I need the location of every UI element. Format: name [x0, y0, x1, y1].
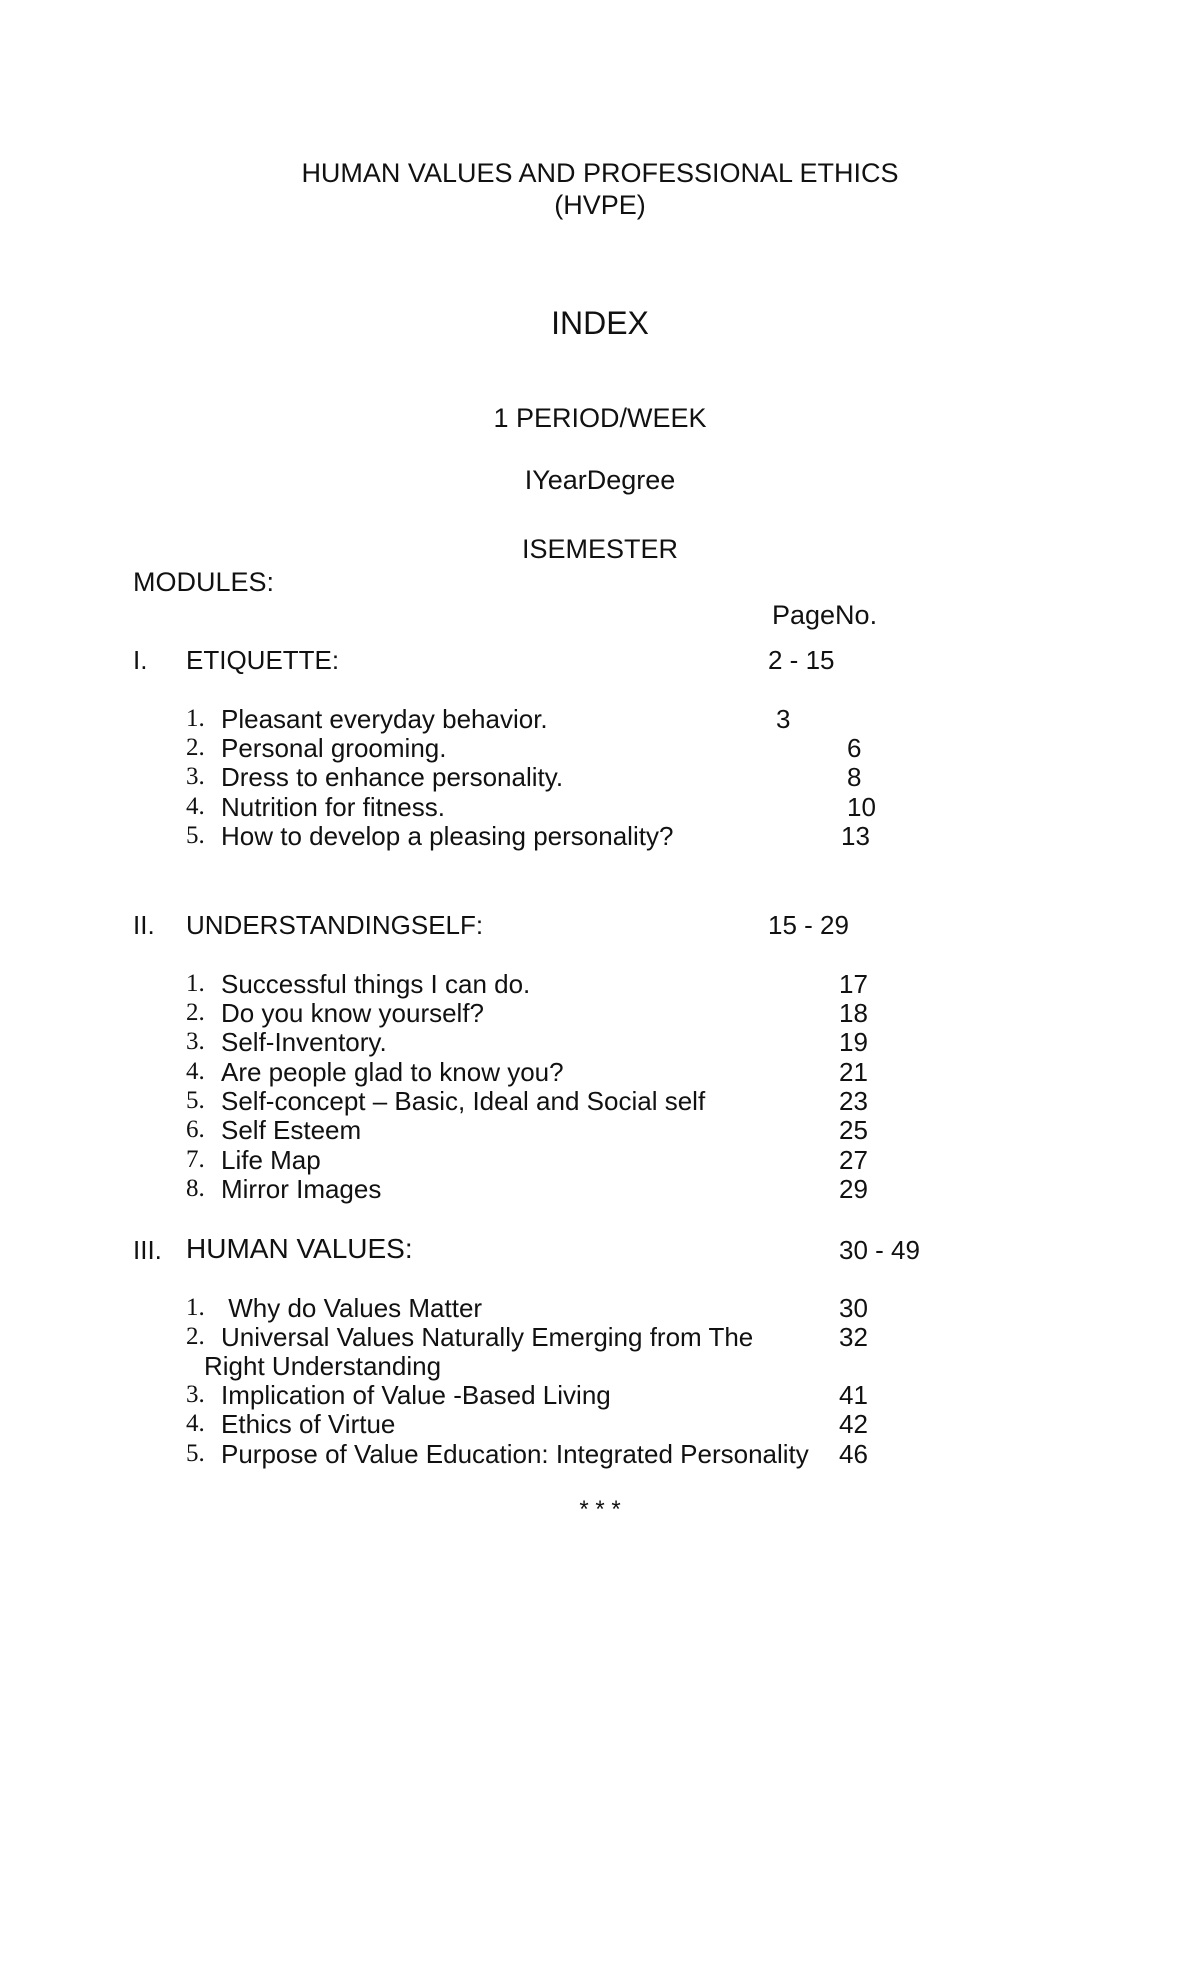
item-text: Personal grooming. — [221, 733, 447, 763]
item-number: 5. — [186, 822, 205, 849]
item-page: 30 — [839, 1293, 868, 1323]
item-number: 7. — [186, 1146, 205, 1173]
item-page: 6 — [847, 733, 862, 763]
item-number: 4. — [186, 793, 205, 820]
section-pages: 30 - 49 — [839, 1235, 920, 1265]
item-text: Purpose of Value Education: Integrated Personality — [221, 1439, 809, 1469]
item-text: How to develop a pleasing personality? — [221, 821, 674, 851]
end-mark: * * * — [579, 1496, 621, 1523]
item-number: 3. — [186, 1028, 205, 1055]
item-number: 1. — [186, 1294, 205, 1321]
section-title: HUMAN VALUES: — [186, 1233, 413, 1264]
item-page: 19 — [839, 1027, 868, 1057]
item-page: 42 — [839, 1409, 868, 1439]
item-number: 5. — [186, 1087, 205, 1114]
item-text: Do you know yourself? — [221, 998, 485, 1028]
section-title: ETIQUETTE: — [186, 645, 340, 675]
item-page: 27 — [839, 1145, 868, 1175]
item-number: 2. — [186, 734, 205, 761]
item-page: 17 — [839, 969, 868, 999]
item-text: Nutrition for fitness. — [221, 792, 445, 822]
item-text: Successful things I can do. — [221, 969, 531, 999]
item-page: 18 — [839, 998, 868, 1028]
item-page: 41 — [839, 1380, 868, 1410]
item-text: Are people glad to know you? — [221, 1057, 564, 1087]
section-pages: 15 - 29 — [768, 910, 849, 940]
item-number: 6. — [186, 1116, 205, 1143]
section-numeral: II. — [133, 910, 155, 940]
item-text: Universal Values Naturally Emerging from The — [221, 1322, 754, 1352]
item-page: 21 — [839, 1057, 868, 1087]
document-title: HUMAN VALUES AND PROFESSIONAL ETHICS — [301, 158, 899, 188]
item-number: 2. — [186, 999, 205, 1026]
section-title: UNDERSTANDINGSELF: — [186, 910, 484, 940]
item-number: 4. — [186, 1410, 205, 1437]
item-text: Self-concept – Basic, Ideal and Social self — [221, 1086, 706, 1116]
item-number: 3. — [186, 1381, 205, 1408]
item-number: 2. — [186, 1323, 205, 1350]
item-text: Ethics of Virtue — [221, 1409, 396, 1439]
item-text: Self Esteem — [221, 1115, 362, 1145]
item-number: 5. — [186, 1440, 205, 1467]
section-pages: 2 - 15 — [768, 645, 835, 675]
item-page: 10 — [847, 792, 876, 822]
section-numeral: III. — [133, 1235, 162, 1265]
semester-line: ISEMESTER — [521, 534, 679, 564]
item-text: Self-Inventory. — [221, 1027, 387, 1057]
item-page: 25 — [839, 1115, 868, 1145]
item-page: 46 — [839, 1439, 868, 1469]
item-page: 29 — [839, 1174, 868, 1204]
index-heading: INDEX — [551, 305, 649, 341]
item-number: 1. — [186, 705, 205, 732]
item-page: 3 — [776, 704, 791, 734]
item-number: 4. — [186, 1058, 205, 1085]
item-number: 3. — [186, 763, 205, 790]
document-subtitle: (HVPE) — [554, 190, 646, 220]
item-text: Implication of Value -Based Living — [221, 1380, 611, 1410]
item-number: 8. — [186, 1175, 205, 1202]
period-line: 1 PERIOD/WEEK — [493, 403, 707, 433]
item-page: 13 — [841, 821, 870, 851]
item-text: Why do Values Matter — [221, 1293, 483, 1323]
item-text: Life Map — [221, 1145, 321, 1175]
item-text: Mirror Images — [221, 1174, 382, 1204]
item-text: Pleasant everyday behavior. — [221, 704, 548, 734]
modules-label: MODULES: — [133, 567, 275, 597]
item-number: 1. — [186, 970, 205, 997]
item-text-continuation: Right Understanding — [204, 1351, 442, 1381]
section-numeral: I. — [133, 645, 148, 675]
year-line: IYearDegree — [524, 465, 676, 495]
page-no-label: PageNo. — [772, 600, 878, 630]
item-text: Dress to enhance personality. — [221, 762, 564, 792]
item-page: 32 — [839, 1322, 868, 1352]
item-page: 8 — [847, 762, 862, 792]
item-page: 23 — [839, 1086, 868, 1116]
